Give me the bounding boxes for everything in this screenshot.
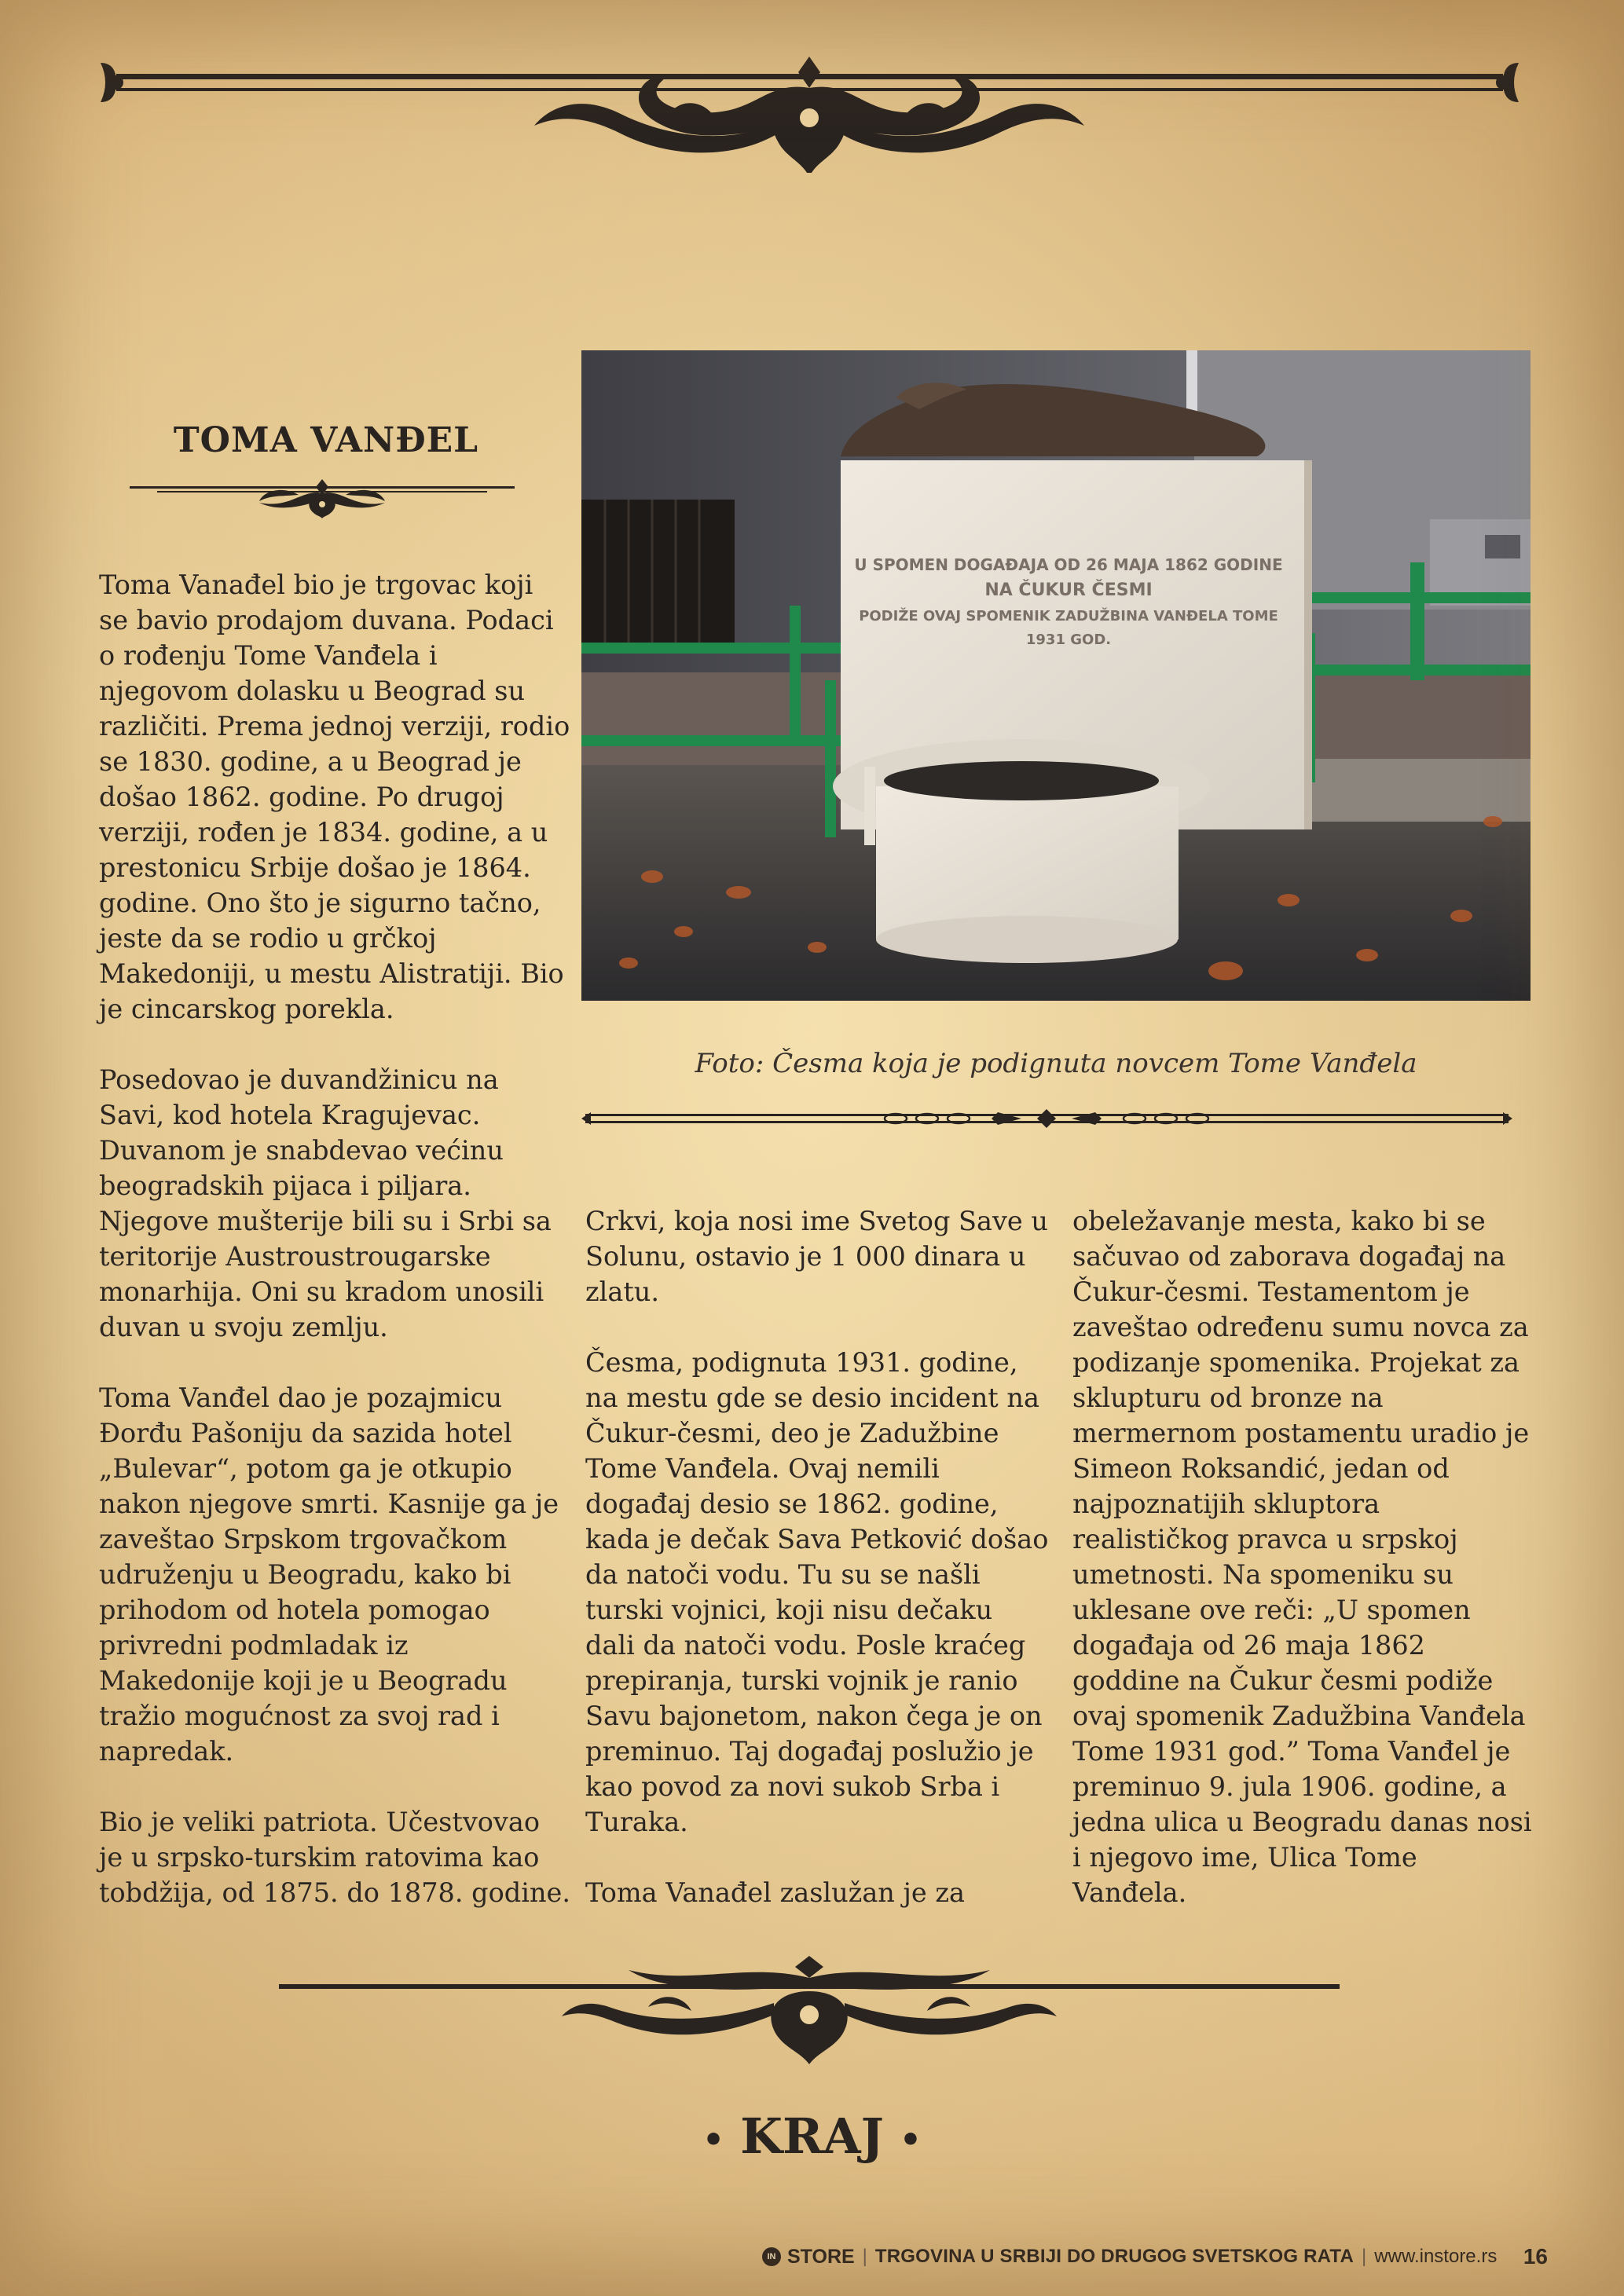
- bottom-ornament: [279, 1948, 1340, 2066]
- footer-url[interactable]: www.instore.rs: [1374, 2246, 1498, 2267]
- footer-separator: |: [862, 2246, 867, 2267]
- title-ornament: [126, 471, 519, 518]
- photo-caption: Foto: Česma koja je podignuta novcem Tome Vanđela: [695, 1048, 1417, 1079]
- article-column-1: [99, 567, 570, 1910]
- instore-logo-icon: IN: [762, 2247, 781, 2266]
- end-dot-left: •: [702, 2120, 725, 2160]
- top-ornament: [101, 47, 1519, 173]
- footer-store: STORE: [787, 2245, 855, 2268]
- svg-text:PODIŽE OVAJ SPOMENIK ZADUŽBINA: PODIŽE OVAJ SPOMENIK ZADUŽBINA VANĐELA TOME: [859, 608, 1278, 624]
- end-dot-right: •: [899, 2120, 922, 2160]
- article-title: TOMA VANĐEL: [173, 420, 479, 460]
- footer-separator: |: [1362, 2246, 1367, 2267]
- fountain-photo: [581, 350, 1531, 1001]
- paragraph: Toma Vanađel zaslužan je za: [585, 1877, 966, 1908]
- paragraph: Bio je veliki patriota. Učestvovao je u srpsko-turskim ratovima kao tobdžija, od 1875. do 1878. godine.: [99, 1807, 570, 1908]
- fountain-illustration: [581, 350, 1531, 1001]
- paragraph: obeležavanje mesta, kako bi se sačuvao od zaborava događaj na Čukur-česmi. Testamentom je zaveštao određenu sumu novca za podizanje spomenika. Projekat za sklupturu od bronze na mermernom postamentu uradio je Simeon Roksandić, jedan od najpoznatijih skluptora realističkog pravca u srpskoj umetnosti. Na spomeniku su uklesane ove reči: „U spomen događaja od 26 maja 1862 goddine na Čukur česmi podiže ovaj spomenik Zadužbina Vanđela Tome 1931 god.” Toma Vanđel je preminuo 9. jula 1906. godine, a jedna ulica u Beogradu danas nosi i njegovo ime, Ulica Tome Vanđela.: [1072, 1206, 1532, 1908]
- article-column-2: [585, 1203, 1049, 1910]
- paragraph: Crkvi, koja nosi ime Svetog Save u Solunu, ostavio je 1 000 dinara u zlatu.: [585, 1206, 1048, 1307]
- svg-text:1931 GOD.: 1931 GOD.: [1025, 632, 1112, 648]
- svg-text:NA ČUKUR ČESMI: NA ČUKUR ČESMI: [984, 580, 1153, 600]
- article-column-3: [1072, 1203, 1536, 1910]
- paragraph: Posedovao je duvandžinicu na Savi, kod hotela Kragujevac. Duvanom je snabdevao većinu beogradskih pijaca i piljara. Njegove mušterije bili su i Srbi sa teritorije Austroustrougarske monarhija. Oni su kradom unosili duvan u svoju zemlju.: [99, 1064, 552, 1342]
- caption-divider: [581, 1100, 1512, 1137]
- page-number: 16: [1523, 2244, 1548, 2269]
- paragraph: Česma, podignuta 1931. godine, na mestu gde se desio incident na Čukur-česmi, deo je Zadužbine Tome Vanđela. Ovaj nemili događaj desio se 1862. godine, kada je dečak Sava Petković došao da natoči vodu. Tu su se našli turski vojnici, koji nisu dečaku dali da natoči vodu. Posle kraćeg prepiranja, turski vojnik je ranio Savu bajonetom, nakon čega je on preminuo. Taj događaj poslužio je kao povod za novi sukob Srba i Turaka.: [585, 1347, 1049, 1837]
- footer-publication: TRGOVINA U SRBIJI DO DRUGOG SVETSKOG RATA: [874, 2246, 1355, 2267]
- paragraph: Toma Vanađel bio je trgovac koji se bavio prodajom duvana. Podaci o rođenju Tome Vanđela i njegovom dolasku u Beograd su različiti. Prema jednoj verziji, rodio se 1830. godine, a u Beograd je došao 1862. godine. Po drugoj verziji, rođen je 1834. godine, a u prestonicu Srbije došao je 1864. godine. Ono što je sigurno tačno, jeste da se rodio u grčkoj Makedoniji, u mestu Alistratiji. Bio je cincarskog porekla.: [99, 569, 570, 1024]
- paragraph: Toma Vanđel dao je pozajmicu Đorđu Pašoniju da sazida hotel „Bulevar“, potom ga je otkupio nakon njegove smrti. Kasnije ga je zaveštao Srpskom trgovačkom udruženju u Beogradu, kako bi prihodom od hotela pomogao privredni podmladak iz Makedonije koji je u Beogradu tražio mogućnost za svoj rad i napredak.: [99, 1382, 559, 1767]
- end-label: KRAJ: [740, 2107, 884, 2165]
- page-footer: [762, 2241, 1548, 2272]
- svg-text:U SPOMEN DOGAĐAJA OD 26 MAJA 1: U SPOMEN DOGAĐAJA OD 26 MAJA 1862 GODINE: [854, 555, 1283, 574]
- end-marker: [0, 2105, 1624, 2172]
